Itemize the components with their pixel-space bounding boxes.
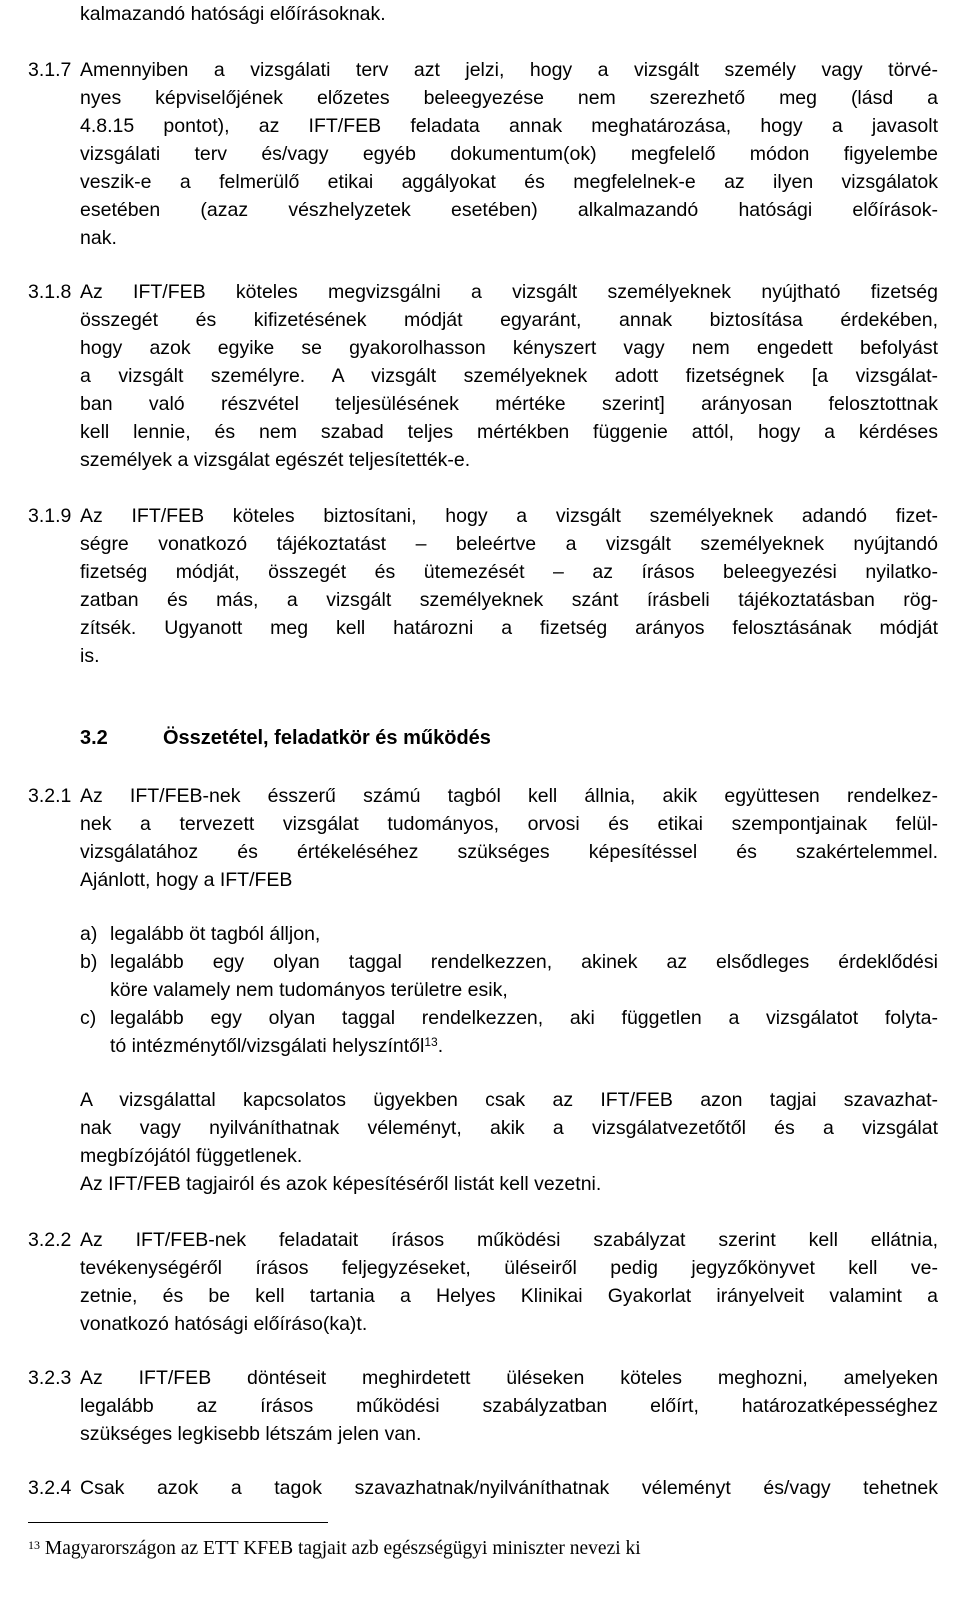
body-line: Az IFT/FEB-nek feladatait írásos működési szabályzat szerint kell ellátnia, [80, 1229, 938, 1251]
body-line: nyes képviselőjének előzetes beleegyezése nem szerezhető meg (lásd a [80, 87, 938, 109]
list-item-end: . [437, 1035, 444, 1057]
list-item: legalább öt tagból álljon, [110, 923, 321, 945]
list-item-text: tó intézménytől/vizsgálati helyszíntől [110, 1035, 425, 1057]
list-item [110, 1032, 938, 1060]
section-number: 3.2.3 [28, 1367, 72, 1389]
body-line: tevékenységéről írásos feljegyzéseket, üléseiről pedig jegyzőkönyvet kell ve- [80, 1257, 938, 1279]
body-line: ségre vonatkozó tájékoztatást – beleértve a vizsgált személyeknek nyújtandó [80, 533, 938, 555]
body-line: szükséges legkisebb létszám jelen van. [80, 1423, 422, 1445]
body-line: esetében (azaz vészhelyzetek esetében) alkalmazandó hatósági előírások- [80, 199, 938, 221]
body-line: legalább az írásos működési szabályzatban előírt, határozatképességhez [80, 1395, 938, 1417]
list-label: b) [80, 951, 98, 973]
body-line: zetnie, és be kell tartania a Helyes Klinikai Gyakorlat irányelveit valamint a [80, 1285, 938, 1307]
body-line: a vizsgált személyre. A vizsgált személyeknek adott fizetségnek [a vizsgálat- [80, 365, 938, 387]
body-line: Az IFT/FEB tagjairól és azok képesítéséről listát kell vezetni. [80, 1173, 602, 1195]
footnote-ref[interactable]: 13 [424, 1035, 438, 1049]
body-line: veszik-e a felmerülő etikai aggályokat és megfelelnek-e az ilyen vizsgálatok [80, 171, 938, 193]
body-line: Az IFT/FEB-nek ésszerű számú tagból kell állnia, akik együttesen rendelkez- [80, 785, 938, 807]
body-line: összegét és kifizetésének módját egyaránt, annak biztosítása érdekében, [80, 309, 938, 331]
footnote-number: 13 [28, 1538, 40, 1552]
body-line: Amennyiben a vizsgálati terv azt jelzi, hogy a vizsgált személy vagy törvé- [80, 59, 938, 81]
section-number: 3.1.9 [28, 505, 72, 527]
body-line: megbízójától függetlenek. [80, 1145, 303, 1167]
body-line: vizsgálati terv és/vagy egyéb dokumentum(ok) megfelelő módon figyelembe [80, 143, 938, 165]
list-label: c) [80, 1007, 97, 1029]
section-number: 3.1.8 [28, 281, 72, 303]
body-line: nek a tervezett vizsgálat tudományos, orvosi és etikai szempontjainak felül- [80, 813, 938, 835]
heading-number: 3.2 [80, 727, 108, 749]
footnote [28, 1535, 641, 1563]
body-line: kalmazandó hatósági előírásoknak. [80, 3, 386, 25]
body-line: személyek a vizsgálat egészét teljesítették-e. [80, 449, 471, 471]
heading-title: Összetétel, feladatkör és működés [163, 727, 491, 749]
body-line: Az IFT/FEB köteles biztosítani, hogy a vizsgált személyeknek adandó fizet- [80, 505, 938, 527]
list-item: legalább egy olyan taggal rendelkezzen, aki független a vizsgálatot folyta- [110, 1007, 938, 1029]
section-number: 3.2.2 [28, 1229, 72, 1251]
body-line: A vizsgálattal kapcsolatos ügyekben csak az IFT/FEB azon tagjai szavazhat- [80, 1089, 938, 1111]
body-line: zatban és más, a vizsgált személyeknek szánt írásbeli tájékoztatásban rög- [80, 589, 938, 611]
body-line: Az IFT/FEB köteles megvizsgálni a vizsgált személyeknek nyújtható fizetség [80, 281, 938, 303]
body-line: is. [80, 645, 100, 667]
body-line: Az IFT/FEB döntéseit meghirdetett üléseken köteles meghozni, amelyeken [80, 1367, 938, 1389]
footnote-separator [28, 1522, 328, 1523]
body-line: fizetség módját, összegét és ütemezését – az írásos beleegyezési nyilatko- [80, 561, 938, 583]
section-number: 3.1.7 [28, 59, 72, 81]
body-line: ban való részvétel teljesülésének mértéke szerint] arányosan felosztottnak [80, 393, 938, 415]
body-line: zítsék. Ugyanott meg kell határozni a fizetség arányos felosztásának módját [80, 617, 938, 639]
body-line: Ajánlott, hogy a IFT/FEB [80, 869, 293, 891]
body-line: kell lennie, és nem szabad teljes mértékben függenie attól, hogy a kérdéses [80, 421, 938, 443]
body-line: nak vagy nyilváníthatnak véleményt, akik a vizsgálatvezetőtől és a vizsgálat [80, 1117, 938, 1139]
section-number: 3.2.4 [28, 1477, 72, 1499]
body-line: vizsgálatához és értékeléséhez szükséges képesítéssel és szakértelemmel. [80, 841, 938, 863]
list-label: a) [80, 923, 98, 945]
body-line: hogy azok egyike se gyakorolhasson kényszert vagy nem engedett befolyást [80, 337, 938, 359]
body-line: vonatkozó hatósági előíráso(ka)t. [80, 1313, 368, 1335]
list-item: köre valamely nem tudományos területre esik, [110, 979, 508, 1001]
list-item: legalább egy olyan taggal rendelkezzen, akinek az elsődleges érdeklődési [110, 951, 938, 973]
body-line: Csak azok a tagok szavazhatnak/nyilváníthatnak véleményt és/vagy tehetnek [80, 1477, 938, 1499]
body-line: 4.8.15 pontot), az IFT/FEB feladata annak meghatározása, hogy a javasolt [80, 115, 938, 137]
section-number: 3.2.1 [28, 785, 72, 807]
footnote-text: Magyarországon az ETT KFEB tagjait azb egészségügyi miniszter nevezi ki [44, 1538, 641, 1559]
body-line: nak. [80, 227, 117, 249]
